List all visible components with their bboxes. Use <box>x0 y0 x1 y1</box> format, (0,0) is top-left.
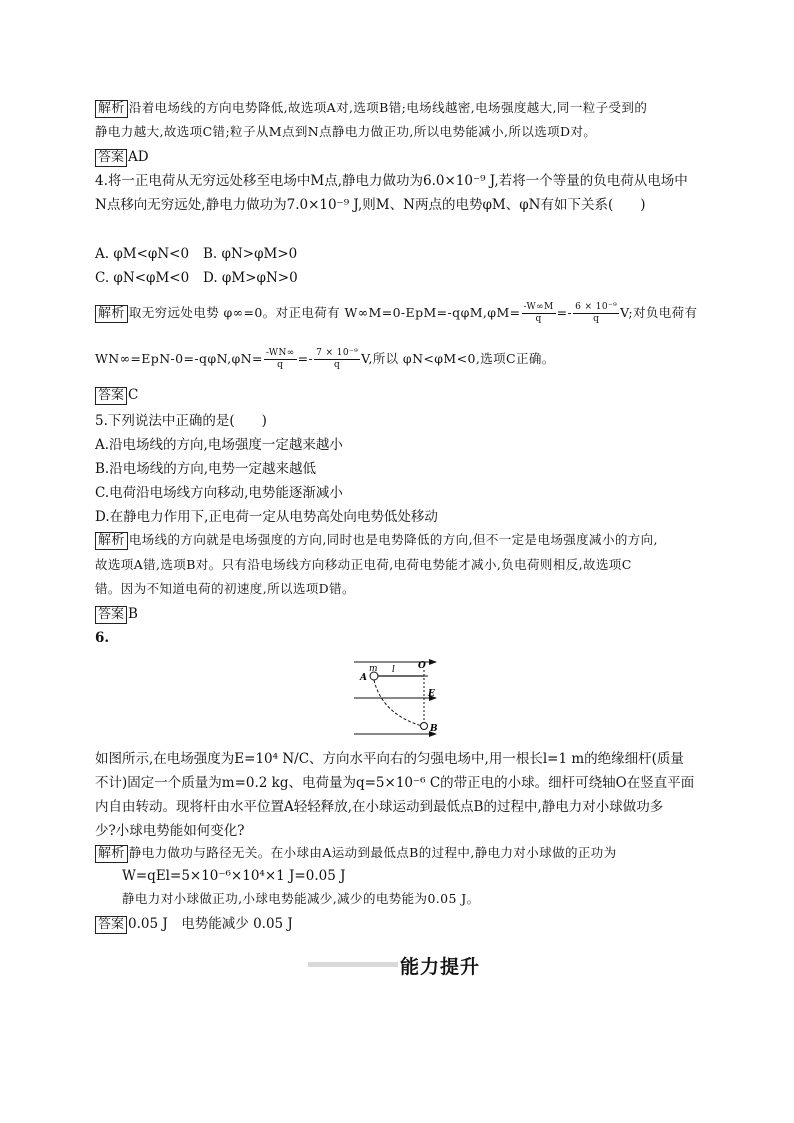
q4-option-b: B. φN>φM>0 <box>203 246 298 262</box>
section-header <box>308 952 558 976</box>
q5-option-c: C.电荷沿电场线方向移动,电势能逐渐减小 <box>95 485 343 501</box>
q4-option-d: D. φM>φN>0 <box>203 270 298 286</box>
q5-option-b: B.沿电场线的方向,电势一定越来越低 <box>95 461 317 477</box>
answer-tag: 答案 <box>95 606 127 624</box>
q6-answer: 答案 0.05 J 电势能减少 0.05 J <box>95 914 293 934</box>
q3-solution-line-2: 静电力越大,故选项C错;粒子从M点到N点静电力做正功,所以电势能减小,所以选项D对。 <box>95 124 597 139</box>
answer-tag: 答案 <box>95 149 127 167</box>
q4-option-c: C. φN<φM<0 <box>95 270 190 286</box>
q4-stem-line-1: 4.将一正电荷从无穷远处移至电场中M点,静电力做功为6.0×10⁻⁹ J,若将一个等量的负电荷从电场中 <box>95 173 688 189</box>
solution-tag: 解析 <box>95 100 128 118</box>
ball-trajectory <box>374 680 422 726</box>
fraction: $\frac{\text{6 × 10⁻⁹}}{q}$ <box>575 302 618 324</box>
q6-number: 6. <box>95 630 110 646</box>
fraction: $\frac{-WN\infty}{q}$ <box>265 348 295 370</box>
q6-solution-line-3: 静电力对小球做正功,小球电势能减少,减少的电势能为0.05 J。 <box>122 891 480 906</box>
q4-stem-line-2: N点移向无穷远处,静电力做功为7.0×10⁻⁹ J,则M、N两点的电势φM、φN有如下关系( ) <box>95 197 646 213</box>
q6-stem-line-2: 不计)固定一个质量为m=0.2 kg、电荷量为q=5×10⁻⁶ C的带正电的小球。细杆可绕轴O在竖直平面 <box>95 775 695 791</box>
solution-tag: 解析 <box>95 305 128 323</box>
q6-stem-line-3: 内自由转动。现将杆由水平位置A轻轻释放,在小球运动到最低点B的过程中,静电力对小球做功多 <box>95 799 664 815</box>
q5-solution-line-3: 错。因为不知道电荷的初速度,所以选项D错。 <box>95 581 355 596</box>
label-b: B <box>430 724 438 734</box>
q4-solution-line-2: WN∞=EpN-0=-qφN,φN= $\frac{-WN\infty}{q}$ =- $\frac{\text{7 × 10⁻⁹}}{q}$ V,所以 φN<φM<0,选项C正确。 <box>95 348 555 370</box>
label-l: l <box>392 665 395 675</box>
q4-solution-line-1: 解析 取无穷远处电势 φ∞=0。对正电荷有 W∞M=0-EpM=-qφM,φM= $\frac{-W\infty M}{q}$ =- $\frac{\text{6 × 10⁻⁹}}{q}$ V;对负电荷有 <box>95 300 697 326</box>
label-m: m <box>369 664 378 674</box>
q5-option-a: A.沿电场线的方向,电场强度一定越来越小 <box>95 437 343 453</box>
fraction: $\frac{-W\infty M}{q}$ <box>523 302 554 324</box>
q6-figure <box>350 652 442 742</box>
fraction: $\frac{\text{7 × 10⁻⁹}}{q}$ <box>316 348 359 370</box>
label-a: A <box>360 673 367 683</box>
q3-answer: 答案 AD <box>95 147 149 167</box>
q5-stem: 5.下列说法中正确的是( ) <box>95 413 267 429</box>
q5-option-d: D.在静电力作用下,正电荷一定从电势高处向电势低处移动 <box>95 509 438 525</box>
q4-option-a: A. φM<φN<0 <box>95 246 190 262</box>
q4-answer: 答案 C <box>95 385 138 405</box>
q3-solution-line-1: 解析 沿着电场线的方向电势降低,故选项A对,选项B错;电场线越密,电场强度越大,同一粒子受到的 <box>95 98 647 118</box>
solution-tag: 解析 <box>95 845 128 863</box>
q6-stem-line-4: 少?小球电势能如何变化? <box>95 823 245 839</box>
q6-stem-line-1: 如图所示,在电场强度为E=10⁴ N/C、方向水平向右的匀强电场中,用一根长l=1 m的绝缘细杆(质量 <box>95 751 684 767</box>
solution-tag: 解析 <box>95 532 128 550</box>
answer-tag: 答案 <box>95 387 127 405</box>
q5-solution-line-1: 解析 电场线的方向就是电场强度的方向,同时也是电势降低的方向,但不一定是电场强度减小的方向, <box>95 530 658 550</box>
section-header-bar <box>308 962 398 967</box>
label-e: E <box>428 689 435 699</box>
section-title: 能力提升 <box>400 956 481 978</box>
q6-solution-line-2: W=qEl=5×10⁻⁶×10⁴×1 J=0.05 J <box>122 868 346 884</box>
q5-solution-line-2: 故选项A错,选项B对。只有沿电场线方向移动正电荷,电荷电势能才减小,负电荷则相反,故选项C <box>95 557 632 572</box>
q6-solution-line-1: 解析 静电力做功与路径无关。在小球由A运动到最低点B的过程中,静电力对小球做的正功为 <box>95 843 617 863</box>
q5-answer: 答案 B <box>95 604 138 624</box>
answer-tag: 答案 <box>95 916 127 934</box>
label-o: O <box>418 661 426 671</box>
ball-b <box>421 723 428 730</box>
